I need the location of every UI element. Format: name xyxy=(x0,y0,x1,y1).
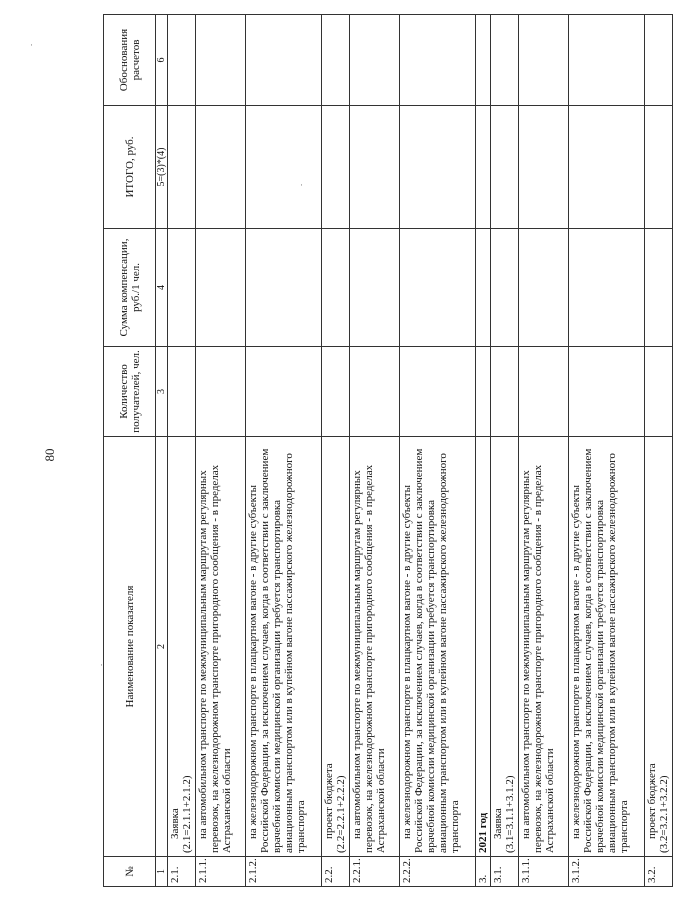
header-cell-indicator: Наименование показателя xyxy=(104,437,156,857)
row-total xyxy=(322,106,350,229)
row-indicator: на автомобильном транспорте по межмуниципальным маршрутам регулярных перевозок, на железнодорожном транспорте пригородного сообщения - в пределах Астраханской области xyxy=(196,437,246,857)
row-recipients xyxy=(246,347,322,437)
row-total xyxy=(168,106,196,229)
column-number: 4 xyxy=(156,229,168,347)
row-number: 2.1. xyxy=(168,857,196,887)
row-compensation xyxy=(246,229,322,347)
row-recipients xyxy=(350,347,400,437)
row-justification xyxy=(350,15,400,106)
row-compensation xyxy=(569,229,645,347)
row-indicator: проект бюджета (3.2=3.2.1+3.2.2) xyxy=(645,437,673,857)
rotated-table-container xyxy=(103,15,670,887)
row-compensation xyxy=(491,229,519,347)
row-recipients xyxy=(168,347,196,437)
table-row xyxy=(645,15,673,887)
row-justification xyxy=(168,15,196,106)
column-number: 1 xyxy=(156,857,168,887)
table-row xyxy=(569,15,645,887)
column-number-row xyxy=(156,15,168,887)
scan-speck: · xyxy=(300,180,303,190)
row-number: 2.1.2. xyxy=(246,857,322,887)
row-justification xyxy=(569,15,645,106)
table-row xyxy=(476,15,491,887)
row-number: 2.1.1. xyxy=(196,857,246,887)
row-recipients xyxy=(569,347,645,437)
row-number: 2.2.1. xyxy=(350,857,400,887)
row-compensation xyxy=(400,229,476,347)
row-justification xyxy=(476,15,491,106)
row-total xyxy=(491,106,519,229)
row-justification xyxy=(519,15,569,106)
row-compensation xyxy=(196,229,246,347)
row-indicator: Заявка (3.1=3.1.1+3.1.2) xyxy=(491,437,519,857)
row-indicator: на автомобильном транспорте по межмуниципальным маршрутам регулярных перевозок, на железнодорожном транспорте пригородного сообщения - в пределах Астраханской области xyxy=(519,437,569,857)
header-cell-compensation: Сумма компенсации, руб./1 чел. xyxy=(104,229,156,347)
row-indicator: на железнодорожном транспорте в плацкартном вагоне - в другие субъекты Российской Федерации, за исключением случаев, когда в соответствии с заключением врачебной комиссии медицинской организации требуется транспортировка авиационным транспортом или в купейном вагоне пассажирского железнодорожного транспорта xyxy=(400,437,476,857)
row-total xyxy=(476,106,491,229)
row-recipients xyxy=(400,347,476,437)
row-justification xyxy=(322,15,350,106)
row-number: 3.1. xyxy=(491,857,519,887)
column-number: 2 xyxy=(156,437,168,857)
row-recipients xyxy=(645,347,673,437)
header-cell-number: № xyxy=(104,857,156,887)
row-total xyxy=(400,106,476,229)
table-row xyxy=(350,15,400,887)
page-number: 80 xyxy=(42,448,57,462)
scan-speck: · xyxy=(100,660,103,670)
table-row xyxy=(322,15,350,887)
row-compensation xyxy=(519,229,569,347)
row-indicator: 2021 год xyxy=(476,437,491,857)
row-indicator: на автомобильном транспорте по межмуниципальным маршрутам регулярных перевозок, на железнодорожном транспорте пригородного сообщения - в пределах Астраханской области xyxy=(350,437,400,857)
row-number: 3.1.1. xyxy=(519,857,569,887)
row-number: 2.2. xyxy=(322,857,350,887)
row-total xyxy=(196,106,246,229)
row-compensation xyxy=(322,229,350,347)
row-recipients xyxy=(491,347,519,437)
compensation-table xyxy=(103,14,673,887)
table-row xyxy=(196,15,246,887)
row-total xyxy=(519,106,569,229)
row-indicator: проект бюджета (2.2=2.2.1+2.2.2) xyxy=(322,437,350,857)
header-row xyxy=(104,15,156,887)
row-justification xyxy=(196,15,246,106)
row-recipients xyxy=(196,347,246,437)
row-indicator: на железнодорожном транспорте в плацкартном вагоне - в другие субъекты Российской Федерации, за исключением случаев, когда в соответствии с заключением врачебной комиссии медицинской организации требуется транспортировка авиационным транспортом или в купейном вагоне пассажирского железнодорожного транспорта xyxy=(246,437,322,857)
row-recipients xyxy=(519,347,569,437)
header-cell-recipients: Количество получателей, чел. xyxy=(104,347,156,437)
row-number: 3.1.2. xyxy=(569,857,645,887)
row-compensation xyxy=(350,229,400,347)
row-number: 3. xyxy=(476,857,491,887)
table-row xyxy=(491,15,519,887)
row-recipients xyxy=(476,347,491,437)
row-justification xyxy=(645,15,673,106)
header-cell-total: ИТОГО, руб. xyxy=(104,106,156,229)
row-recipients xyxy=(322,347,350,437)
column-number: 3 xyxy=(156,347,168,437)
column-number: 5=(3)*(4) xyxy=(156,106,168,229)
row-total xyxy=(246,106,322,229)
table-row xyxy=(246,15,322,887)
row-number: 3.2. xyxy=(645,857,673,887)
row-justification xyxy=(246,15,322,106)
row-justification xyxy=(491,15,519,106)
scan-speck: · xyxy=(30,40,33,50)
header-cell-justification: Обоснования расчетов xyxy=(104,15,156,106)
row-compensation xyxy=(168,229,196,347)
table-row xyxy=(168,15,196,887)
column-number: 6 xyxy=(156,15,168,106)
row-indicator: Заявка (2.1=2.1.1+2.1.2) xyxy=(168,437,196,857)
row-total xyxy=(569,106,645,229)
row-indicator: на железнодорожном транспорте в плацкартном вагоне - в другие субъекты Российской Федерации, за исключением случаев, когда в соответствии с заключением врачебной комиссии медицинской организации требуется транспортировка авиационным транспортом или в купейном вагоне пассажирского железнодорожного транспорта xyxy=(569,437,645,857)
row-number: 2.2.2. xyxy=(400,857,476,887)
table-row xyxy=(519,15,569,887)
row-total xyxy=(645,106,673,229)
table-row xyxy=(400,15,476,887)
row-compensation xyxy=(476,229,491,347)
row-justification xyxy=(400,15,476,106)
row-total xyxy=(350,106,400,229)
row-compensation xyxy=(645,229,673,347)
